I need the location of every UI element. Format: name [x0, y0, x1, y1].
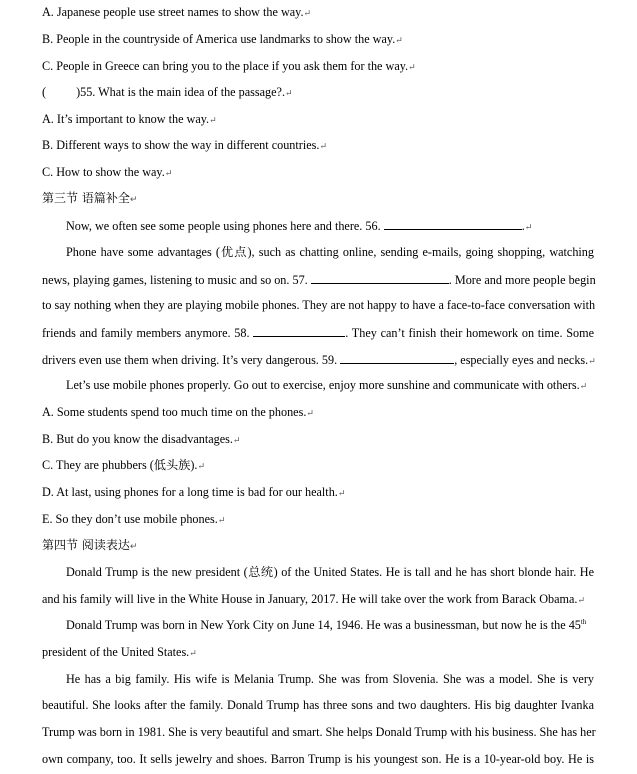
q55-option-c: C. How to show the way.↵ [42, 165, 173, 179]
section3-option-e: E. So they don’t use mobile phones.↵ [42, 512, 226, 526]
section4-p3-line2: beautiful. She looks after the family. Donald Trump has three sons and two daughters. His big daughter Ivanka [42, 698, 594, 712]
blank-57[interactable] [311, 271, 449, 284]
blank-58[interactable] [253, 324, 345, 337]
q55-option-b: B. Different ways to show the way in different countries.↵ [42, 138, 327, 152]
section3-p1-line1: Now, we often see some people using phones here and there. 56. .↵ [66, 219, 533, 233]
section3-p2-line4: friends and family members anymore. 58. . They can’t finish their homework on time. Some [42, 326, 594, 340]
blank-59[interactable] [340, 351, 454, 364]
section3-p2-line2: news, playing games, listening to music and so on. 57. . More and more people begin [42, 273, 596, 287]
section3-option-d: D. At last, using phones for a long time is bad for our health.↵ [42, 485, 346, 499]
section4-p2-line2: president of the United States.↵ [42, 645, 197, 659]
q54-option-c: C. People in Greece can bring you to the place if you ask them for the way.↵ [42, 59, 416, 73]
section4-p3-line3: Trump was born in 1981. She is very beautiful and smart. She helps Donald Trump with his business. She has her [42, 725, 596, 739]
section3-option-b: B. But do you know the disadvantages.↵ [42, 432, 241, 446]
section3-p2-line5: drivers even use them when driving. It’s very dangerous. 59. , especially eyes and necks.↵ [42, 353, 596, 367]
section3-option-c: C. They are phubbers (低头族).↵ [42, 458, 206, 472]
section3-title: 第三节 语篇补全↵ [42, 191, 138, 205]
section4-p1-line1: Donald Trump is the new president (总统) of the United States. He is tall and he has short blonde hair. He [66, 565, 594, 579]
q55-question: ( )55. What is the main idea of the passage?.↵ [42, 85, 293, 99]
section4-p2-line1: Donald Trump was born in New York City on June 14, 1946. He was a businessman, but now he is the 45th [66, 617, 587, 632]
section4-p3-line4: own company, too. It sells jewelry and shoes. Barron Trump is his youngest son. He is a 10-year-old boy. He is [42, 752, 594, 766]
section3-option-a: A. Some students spend too much time on the phones.↵ [42, 405, 314, 419]
section3-p2-line3: to say nothing when they are playing mobile phones. They are not happy to have a face-to-face conversation with [42, 298, 596, 312]
q54-option-a: A. Japanese people use street names to show the way.↵ [42, 5, 312, 19]
section4-title: 第四节 阅读表达↵ [42, 538, 138, 552]
section3-p2-line1: Phone have some advantages (优点), such as chatting online, sending e-mails, going shopping, watching [66, 245, 594, 259]
q54-option-b: B. People in the countryside of America use landmarks to show the way.↵ [42, 32, 403, 46]
blank-56[interactable] [384, 217, 522, 230]
section3-p3: Let’s use mobile phones properly. Go out to exercise, enjoy more sunshine and communicate with others.↵ [66, 378, 588, 392]
section4-p3-line1: He has a big family. His wife is Melania Trump. She was from Slovenia. She was a model. She is very [66, 672, 594, 686]
section4-p1-line2: and his family will live in the White House in January, 2017. He will take over the work from Barack Obama.↵ [42, 592, 585, 606]
q55-option-a: A. It’s important to know the way.↵ [42, 112, 217, 126]
